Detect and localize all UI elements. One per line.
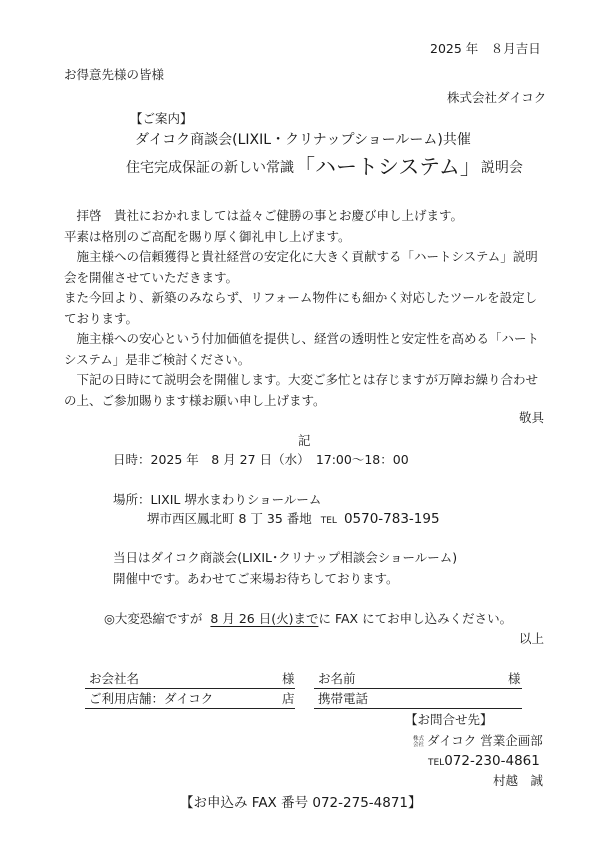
tel-prefix: TEL	[320, 516, 337, 526]
body-paragraph-reform: また今回より、新築のみならず、リフォーム物件にも細かく対応したツールを設定しております。	[64, 290, 538, 326]
closing-keigu: 敬具	[519, 410, 545, 425]
person-name-field[interactable]	[314, 688, 522, 689]
event-place: 場所：LIXIL 堺水まわりショールーム	[113, 492, 322, 507]
store-label: ご利用店舗：ダイコク	[89, 691, 214, 706]
store-suffix: 店	[282, 691, 295, 706]
contact-tel-number: 072-230-4861	[444, 753, 540, 769]
event-datetime: 日時：2025 年 8 月 27 日（水） 17:00～18：00	[113, 452, 409, 467]
deadline-suffix: に FAX にてお申し込みください。	[318, 611, 513, 626]
contact-company-name: ダイコク 営業企画部	[427, 733, 543, 748]
recipient: お得意先様の皆様	[64, 67, 165, 82]
company-name-label: お会社名	[89, 671, 140, 686]
showroom-tel: 0570-783-195	[343, 511, 440, 527]
deadline-prefix: ◎大変恐縮ですが	[104, 611, 203, 626]
event-title-prefix: 住宅完成保証の新しい常識	[126, 160, 294, 176]
letter-body	[64, 206, 544, 411]
ki-heading: 記	[298, 433, 311, 448]
event-note-line2: 開催中です。あわせてご来場お待ちしております。	[113, 571, 399, 586]
deadline-notice	[104, 613, 512, 626]
address-text: 堺市西区鳳北町 8 丁 35 番地	[147, 511, 312, 526]
sender-company: 株式会社ダイコク	[447, 90, 547, 105]
contact-company	[413, 735, 543, 748]
body-paragraph-intro: 施主様への信頼獲得と貴社経営の安定化に大きく貢献する「ハートシステム」説明会を開催させていただきます。	[64, 249, 538, 285]
contact-company-prefix: 株式会社	[413, 736, 425, 748]
company-name-field[interactable]	[85, 688, 295, 689]
contact-person: 村越 誠	[493, 773, 544, 788]
event-note-line1: 当日はダイコク商談会(LIXIL･クリナップ相談会ショールーム)	[113, 550, 458, 565]
body-greeting: 拝啓 貴社におかれましては益々ご健勝の事とお慶び申し上げます。	[64, 208, 464, 223]
event-title-suffix: 説明会	[480, 160, 523, 176]
person-name-suffix: 様	[508, 671, 521, 686]
body-paragraph-value: 施主様への安心という付加価値を提供し、経営の透明性と安定性を高める「ハートシステム」是非ご検討ください。	[64, 331, 540, 367]
event-cohost-line: ダイコク商談会(LIXIL・クリナップショールーム)共催	[135, 132, 471, 148]
letter-date: 2025 年 ８月吉日	[430, 41, 541, 56]
body-paragraph-invite: 下記の日時にて説明会を開催します。大変ご多忙とは存じますが万障お繰り合わせの上、ご参加賜ります様お願い申し上げます。	[64, 372, 539, 408]
event-title-main: 「ハートシステム」	[294, 155, 481, 179]
event-title	[126, 157, 523, 178]
guide-label: 【ご案内】	[130, 111, 193, 126]
fax-application-number: 【お申込み FAX 番号 072-275-4871】	[180, 795, 422, 811]
mobile-label: 携帯電話	[318, 691, 369, 706]
person-name-label: お名前	[318, 671, 356, 686]
deadline-date: 8 月 26 日(火)まで	[210, 611, 319, 626]
closing-ijou: 以上	[519, 631, 545, 646]
event-address	[147, 513, 440, 527]
store-field[interactable]	[85, 708, 295, 709]
company-name-suffix: 様	[282, 671, 295, 686]
contact-tel-prefix: TEL	[428, 758, 445, 768]
body-thanks: 平素は格別のご高配を賜り厚く御礼申し上げます。	[64, 228, 351, 244]
mobile-field[interactable]	[314, 708, 522, 709]
contact-tel	[428, 755, 540, 769]
contact-heading: 【お問合せ先】	[405, 712, 493, 727]
